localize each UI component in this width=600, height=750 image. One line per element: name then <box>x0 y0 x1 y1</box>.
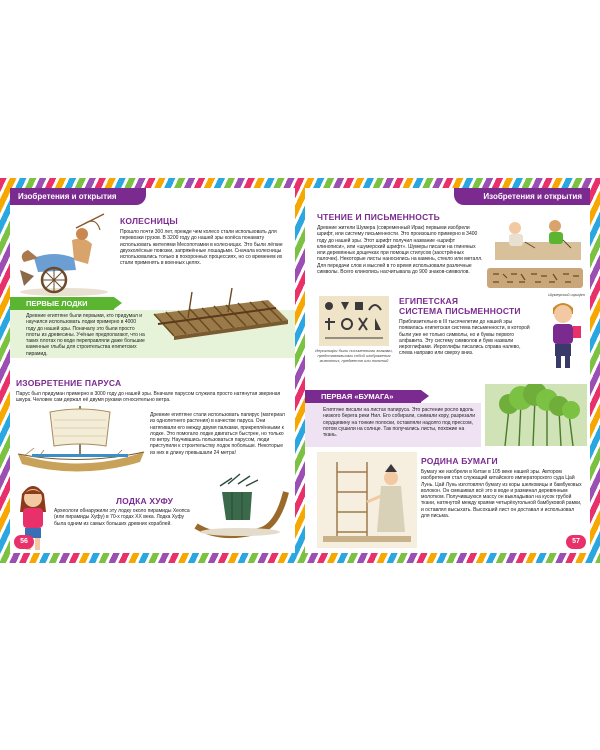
first-boats-band-tip <box>114 297 122 309</box>
writing-title: ЧТЕНИЕ И ПИСЬМЕННОСТЬ <box>317 212 440 222</box>
cuneiform-tablet-illustration <box>485 266 585 290</box>
first-paper-title: ПЕРВАЯ «БУМАГА» <box>321 392 394 401</box>
left-page <box>10 188 295 553</box>
khufu-text: Археологи обнаружили эту лодку около пирамиды Хеопса (или пирамиды Хуфу) в 70-х годах XX века. Лодка Хуфу была одним из самых больших древних кораблей. <box>54 508 190 527</box>
first-boats-title: ПЕРВЫЕ ЛОДКИ <box>26 299 88 308</box>
book-spread <box>0 178 600 563</box>
sail-title: ИЗОБРЕТЕНИЕ ПАРУСА <box>16 378 122 388</box>
sailboat-illustration <box>14 402 148 478</box>
khufu-title: ЛОДКА ХУФУ <box>116 496 174 506</box>
papermaker-illustration <box>317 452 417 548</box>
chariot-illustration <box>14 210 114 298</box>
sail-text-side: Древние египтяне стали использовать папирус (материал из однолетнего растения) в качестве паруса. Они натягивали его между двумя палками, прикреплёнными к лодке. Это помогало лодке двигаться быстрее, но только по ветру. Научившись пользоваться парусом, люди приступили к строительству лодок побольше. Некоторые из них в длину превышали 24 метра! <box>150 412 285 456</box>
first-boats-band <box>10 297 114 310</box>
sail-text-top: Парус был придуман примерно в 3000 году до нашей эры. Вначале парусом служила просто натянутая звериная шкура. Человек сам держал её двумя руками относительно ветра. <box>16 391 281 404</box>
papyrus-plant-illustration <box>485 384 587 446</box>
khufu-boat-illustration <box>192 472 292 546</box>
left-page-number: 56 <box>14 535 34 549</box>
chariots-text: Прошло почти 300 лет, прежде чем колесо стали использовать для перевозки грузов. В 3200 году до нашей эры колёса понамату использовать жителями Месопотамии в колесницах. Это были лёгкие двухколёсные повозки, запряжённые лошадьми. Сначала колесницы использовались только в похоронных процессиях, но со временем их стали применять в военных целях. <box>120 229 283 267</box>
raft-illustration <box>148 284 293 356</box>
hieroglyphs-illustration <box>319 296 389 346</box>
chariots-title: КОЛЕСНИЦЫ <box>120 216 178 226</box>
paper-home-text: Бумагу же изобрели в Китае в 105 веке нашей эры. Автором изобретения стал служащий китайского императорского суда Цай Лунь. Цай Лунь изготовлял бумагу из коры шелковицы и бамбуковых волокон. Он смешивал всё это в воде и разминал деревянным молотком. Получившуюся массу он выкладывал на кусок грубой ткани, натянутой между краями четырёхугольной бамбуковой рамки, и оставлял высыхать. Высохший лист он доставал и использовал для письма. <box>421 469 582 520</box>
right-page-number: 57 <box>566 535 586 549</box>
right-page-header: Изобретения и открытия <box>454 188 590 205</box>
egyptian-title-line2: СИСТЕМА ПИСЬМЕННОСТИ <box>399 306 521 316</box>
hieroglyphs-caption: Иероглифы были письменными знаками, представлявшими собой изображения животных, предметов или понятий <box>315 348 393 363</box>
paper-home-title: РОДИНА БУМАГИ <box>421 456 498 466</box>
first-paper-band <box>305 390 421 403</box>
first-boats-text: Древние египтяне были первыми, кто придумал и научился использовать лодки примерно в 4000 году до нашей эры. Поначалу это были просто плоты из древесины. Учёные предполагают, что на таких плотах по воде переправляли даже большие каменные глыбы для строительства египетских пирамид. <box>26 313 145 357</box>
egyptian-text: Приблизительно в III тысячелетии до нашей эры появилась египетская система письменности, в которой были уже не только символы, но и буквы первого алфавита. Эту систему символов и букв назвали иероглифами. Иероглифы писались справа налево, слева направо или сверху вниз. <box>399 319 530 357</box>
children-writing-illustration <box>485 212 589 264</box>
egyptian-title-line1: ЕГИПЕТСКАЯ <box>399 296 459 306</box>
right-page <box>305 188 590 553</box>
left-page-header: Изобретения и открытия <box>10 188 146 205</box>
first-paper-text: Египтяне писали на листах папируса. Это растение росло вдоль низкого берега реки Нил. Его собирали, снимали кору, разрезали сердцевину на тонкие полоски, оставляли надолго под прессом, потом сушили на солнце. Так получались листы, похожие на ткань. <box>323 407 476 439</box>
boy-character-illustration <box>541 298 585 370</box>
cuneiform-caption: Шумерский шрифт <box>548 292 585 297</box>
first-paper-band-tip <box>421 390 429 402</box>
writing-text: Древние жители Шумера (современный Ирак) первыми изобрели шрифт, или систему письменности. Это произошло примерно в 3400 году до нашей эры. Этот шрифт получил название «шрифт клинописи», или «шумерский шрифт». Шумеры писали на глиняных или деревянных дощечках при помощи стилусов (заострённых палочек). Некоторые листы наносились на камень, стекло или металл. Для передачи слов и мыслей в то время использовали различные символы. Всего клинопись насчитывала до 900 знаков-символов. <box>317 225 483 276</box>
